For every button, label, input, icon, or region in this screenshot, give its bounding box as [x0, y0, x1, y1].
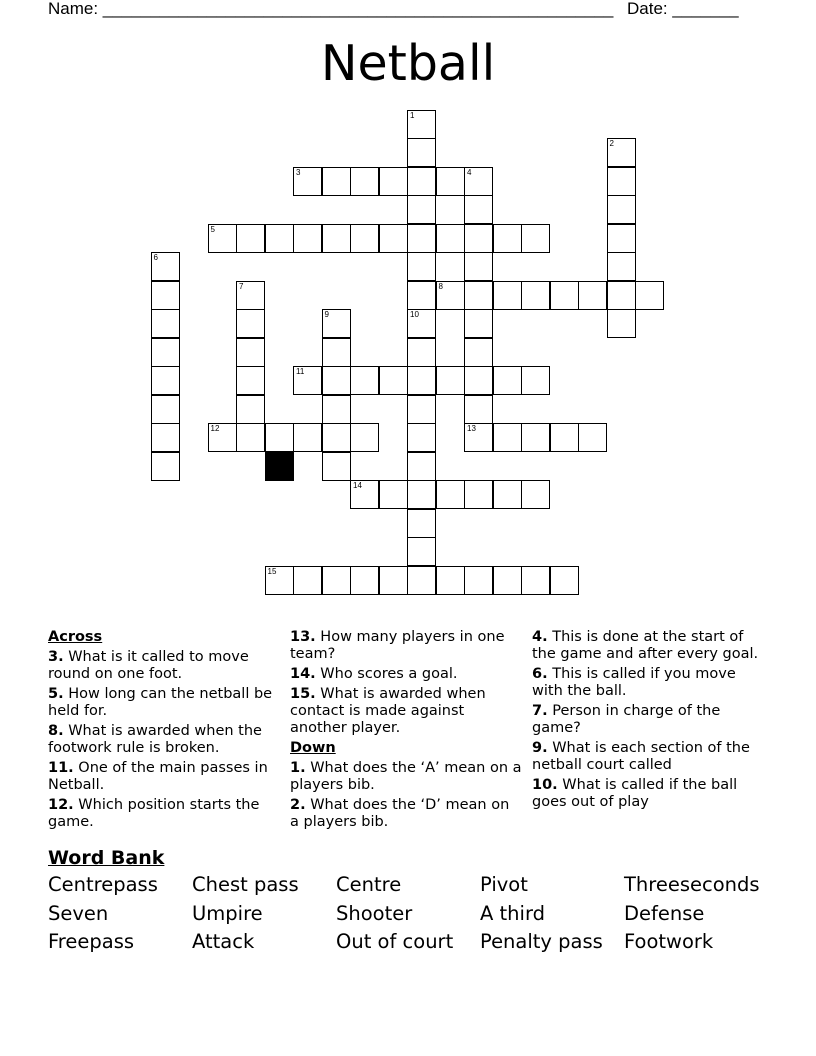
- clue: [532, 777, 764, 811]
- crossword-cell[interactable]: [464, 395, 493, 424]
- clue-text: What is awarded when contact is made against another player.: [290, 686, 486, 736]
- crossword-cell[interactable]: [521, 366, 550, 395]
- clue-number-label: 14.: [290, 666, 316, 682]
- page-title: Netball: [320, 35, 496, 92]
- crossword-cell[interactable]: [464, 224, 493, 253]
- clues-column-1: [48, 629, 280, 834]
- clue-text: This is called if you move with the ball.: [532, 666, 736, 699]
- crossword-cell[interactable]: [521, 566, 550, 595]
- clue-number: 7: [239, 281, 244, 291]
- clue-number: 9: [324, 310, 329, 319]
- crossword-cell[interactable]: [322, 366, 351, 395]
- crossword-cell[interactable]: [322, 167, 351, 196]
- crossword-cell[interactable]: [464, 338, 493, 367]
- crossword-cell[interactable]: [151, 281, 180, 310]
- clue-number-label: 15.: [290, 686, 316, 702]
- crossword-cell[interactable]: [350, 224, 379, 253]
- clue-text: Which position starts the game.: [48, 797, 260, 830]
- crossword-cell[interactable]: [407, 338, 436, 367]
- crossword-cell[interactable]: [322, 423, 351, 452]
- crossword-cell[interactable]: [464, 252, 493, 281]
- crossword-cell[interactable]: [236, 395, 265, 424]
- crossword-cell[interactable]: [379, 224, 408, 253]
- word-bank-item: Defense: [624, 901, 705, 925]
- clue-text: What is it called to move round on one foot.: [48, 649, 249, 682]
- crossword-cell[interactable]: [322, 338, 351, 367]
- crossword-cell[interactable]: [550, 281, 579, 310]
- crossword-cell[interactable]: [293, 167, 322, 196]
- clue-text: What is called if the ball goes out of play: [532, 777, 738, 810]
- crossword-cell[interactable]: [293, 224, 322, 253]
- crossword-cell[interactable]: [236, 281, 265, 310]
- crossword-cell[interactable]: [407, 537, 436, 566]
- crossword-cell[interactable]: [265, 224, 294, 253]
- crossword-cell[interactable]: [350, 423, 379, 452]
- crossword-cell[interactable]: [464, 309, 493, 338]
- clue-number: 3: [296, 167, 301, 177]
- crossword-cell[interactable]: [493, 224, 522, 253]
- crossword-cell[interactable]: [407, 566, 436, 595]
- clue-text: One of the main passes in Netball.: [48, 760, 268, 793]
- word-bank-item: Centrepass: [48, 873, 158, 896]
- clue-text: What is awarded when the footwork rule is broken.: [48, 723, 262, 756]
- date-field-label: Date: _______: [627, 0, 739, 18]
- crossword-cell[interactable]: [521, 281, 550, 310]
- crossword-cell[interactable]: [464, 195, 493, 224]
- crossword-cell[interactable]: [407, 252, 436, 281]
- crossword-cell[interactable]: [436, 281, 465, 310]
- word-bank-item: Threeseconds: [624, 873, 760, 896]
- crossword-cell[interactable]: [293, 566, 322, 595]
- word-bank-title: Word Bank: [48, 847, 165, 869]
- clue-number-label: 12.: [48, 797, 74, 813]
- clue-text: What is each section of the netball court called: [532, 740, 750, 773]
- crossword-cell[interactable]: [379, 566, 408, 595]
- word-bank-item: Penalty pass: [480, 930, 603, 953]
- crossword-cell[interactable]: [464, 366, 493, 395]
- crossword-cell[interactable]: [578, 281, 607, 310]
- crossword-cell[interactable]: [635, 281, 664, 310]
- clue-number-label: 3.: [48, 649, 64, 665]
- crossword-cell[interactable]: [350, 167, 379, 196]
- crossword-cell[interactable]: [350, 566, 379, 595]
- crossword-cell[interactable]: [208, 224, 237, 253]
- clue: [532, 740, 764, 774]
- clue: [290, 666, 522, 683]
- clue-number: 5: [210, 224, 215, 234]
- clue-text: Person in charge of the game?: [532, 703, 721, 736]
- clue-number: 6: [153, 253, 158, 262]
- clue: [290, 686, 522, 737]
- crossword-cell[interactable]: [407, 480, 436, 509]
- clue: [532, 703, 764, 737]
- crossword-cell[interactable]: [607, 252, 636, 281]
- clue: [290, 797, 522, 831]
- crossword-cell[interactable]: [407, 395, 436, 424]
- crossword-cell[interactable]: [521, 423, 550, 452]
- crossword-cell[interactable]: [464, 423, 493, 452]
- word-bank-item: Pivot: [480, 873, 528, 896]
- clue: [48, 686, 280, 720]
- clue-number-label: 5.: [48, 686, 64, 702]
- clue-number: 4: [467, 167, 472, 177]
- crossword-cell[interactable]: [464, 167, 493, 196]
- crossword-cell[interactable]: [607, 309, 636, 338]
- crossword-cell[interactable]: [151, 423, 180, 452]
- crossword-cell[interactable]: [607, 195, 636, 224]
- crossword-cell[interactable]: [236, 338, 265, 367]
- clue-number-label: 2.: [290, 797, 306, 813]
- crossword-cell[interactable]: [322, 566, 351, 595]
- crossword-cell[interactable]: [407, 366, 436, 395]
- crossword-cell[interactable]: [493, 480, 522, 509]
- clue-number: 11: [296, 367, 305, 376]
- clue-text: How many players in one team?: [290, 629, 505, 662]
- crossword-cell[interactable]: [407, 195, 436, 224]
- crossword-cell[interactable]: [407, 423, 436, 452]
- word-bank-item: Chest pass: [192, 873, 299, 896]
- crossword-cell[interactable]: [151, 366, 180, 395]
- clue-number-label: 1.: [290, 760, 306, 776]
- crossword-cell[interactable]: [379, 480, 408, 509]
- word-bank-item: Seven: [48, 901, 109, 925]
- crossword-cell[interactable]: [379, 167, 408, 196]
- across-heading: Across: [48, 629, 103, 645]
- clue: [48, 649, 280, 683]
- crossword-cell[interactable]: [607, 167, 636, 196]
- word-bank-item: Freepass: [48, 930, 135, 953]
- crossword-cell[interactable]: [350, 366, 379, 395]
- word-bank-item: Footwork: [624, 930, 714, 953]
- crossword-cell[interactable]: [436, 480, 465, 509]
- crossword-cell[interactable]: [151, 252, 180, 281]
- word-bank-item: Centre: [336, 873, 402, 896]
- black-square: [265, 452, 294, 481]
- word-bank-item: Umpire: [192, 901, 263, 925]
- crossword-cell[interactable]: [236, 366, 265, 395]
- crossword-cell[interactable]: [464, 281, 493, 310]
- clue-number: 2: [609, 139, 614, 148]
- clues-column-3: [532, 629, 764, 814]
- name-field-label: Name: ______________________________________________________: [48, 0, 614, 18]
- crossword-cell[interactable]: [151, 309, 180, 338]
- crossword-cell[interactable]: [407, 138, 436, 167]
- word-bank-item: Attack: [192, 930, 255, 953]
- down-heading: Down: [290, 740, 336, 756]
- crossword-cell[interactable]: [521, 224, 550, 253]
- crossword-cell[interactable]: [607, 224, 636, 253]
- clue: [290, 629, 522, 663]
- crossword-cell[interactable]: [322, 224, 351, 253]
- clue: [48, 723, 280, 757]
- clue-number-label: 10.: [532, 777, 558, 793]
- crossword-cell[interactable]: [464, 566, 493, 595]
- crossword-cell[interactable]: [236, 423, 265, 452]
- crossword-cell[interactable]: [407, 452, 436, 481]
- crossword-cell[interactable]: [493, 423, 522, 452]
- clue-number: 14: [353, 481, 362, 490]
- crossword-cell[interactable]: [151, 338, 180, 367]
- crossword-cell[interactable]: [607, 281, 636, 310]
- crossword-cell[interactable]: [265, 566, 294, 595]
- crossword-cell[interactable]: [236, 309, 265, 338]
- crossword-cell[interactable]: [436, 566, 465, 595]
- crossword-cell[interactable]: [293, 423, 322, 452]
- crossword-cell[interactable]: [607, 138, 636, 167]
- clue-text: How long can the netball be held for.: [48, 686, 273, 719]
- crossword-cell[interactable]: [493, 366, 522, 395]
- clue-number-label: 11.: [48, 760, 74, 776]
- crossword-cell[interactable]: [151, 395, 180, 424]
- crossword-cell[interactable]: [407, 509, 436, 538]
- clue-number-label: 6.: [532, 666, 548, 682]
- crossword-cell[interactable]: [322, 309, 351, 338]
- clue: [532, 666, 764, 700]
- crossword-cell[interactable]: [265, 423, 294, 452]
- crossword-cell[interactable]: [578, 423, 607, 452]
- clues-column-2: [290, 629, 522, 834]
- clue-number-label: 7.: [532, 703, 548, 719]
- clue-number: 8: [438, 281, 443, 291]
- clue-number-label: 9.: [532, 740, 548, 756]
- crossword-cell[interactable]: [350, 480, 379, 509]
- word-bank-item: Out of court: [336, 930, 454, 953]
- crossword-cell[interactable]: [322, 452, 351, 481]
- clue-number-label: 8.: [48, 723, 64, 739]
- crossword-cell[interactable]: [464, 480, 493, 509]
- crossword-cell[interactable]: [550, 566, 579, 595]
- crossword-cell[interactable]: [407, 309, 436, 338]
- clue-text: What does the ‘A’ mean on a players bib.: [290, 760, 522, 793]
- clue: [48, 797, 280, 831]
- clue-text: Who scores a goal.: [315, 666, 458, 682]
- crossword-cell[interactable]: [293, 366, 322, 395]
- crossword-cell[interactable]: [493, 566, 522, 595]
- clue: [532, 629, 764, 663]
- crossword-cell[interactable]: [407, 110, 436, 139]
- clue: [290, 760, 522, 794]
- word-bank-item: A third: [480, 901, 546, 925]
- crossword-cell[interactable]: [436, 366, 465, 395]
- clue-number: 12: [210, 424, 220, 433]
- crossword-cell[interactable]: [151, 452, 180, 481]
- crossword-cell[interactable]: [436, 167, 465, 196]
- clue-number-label: 4.: [532, 629, 548, 645]
- crossword-cell[interactable]: [379, 366, 408, 395]
- crossword-cell[interactable]: [236, 224, 265, 253]
- crossword-cell[interactable]: [407, 281, 436, 310]
- crossword-cell[interactable]: [493, 281, 522, 310]
- clue-number: 13: [467, 424, 476, 433]
- crossword-cell[interactable]: [322, 395, 351, 424]
- clue-number: 10: [410, 310, 419, 319]
- clue-number: 1: [410, 110, 415, 120]
- crossword-cell[interactable]: [436, 224, 465, 253]
- clue-text: What does the ‘D’ mean on a players bib.: [290, 797, 510, 830]
- clue-number: 15: [267, 566, 277, 576]
- clue: [48, 760, 280, 794]
- word-bank-item: Shooter: [336, 901, 413, 925]
- clue-number-label: 13.: [290, 629, 316, 645]
- crossword-cell[interactable]: [407, 224, 436, 253]
- clue-text: This is done at the start of the game and after every goal.: [532, 629, 759, 662]
- crossword-cell[interactable]: [521, 480, 550, 509]
- crossword-cell[interactable]: [208, 423, 237, 452]
- crossword-cell[interactable]: [407, 167, 436, 196]
- crossword-cell[interactable]: [550, 423, 579, 452]
